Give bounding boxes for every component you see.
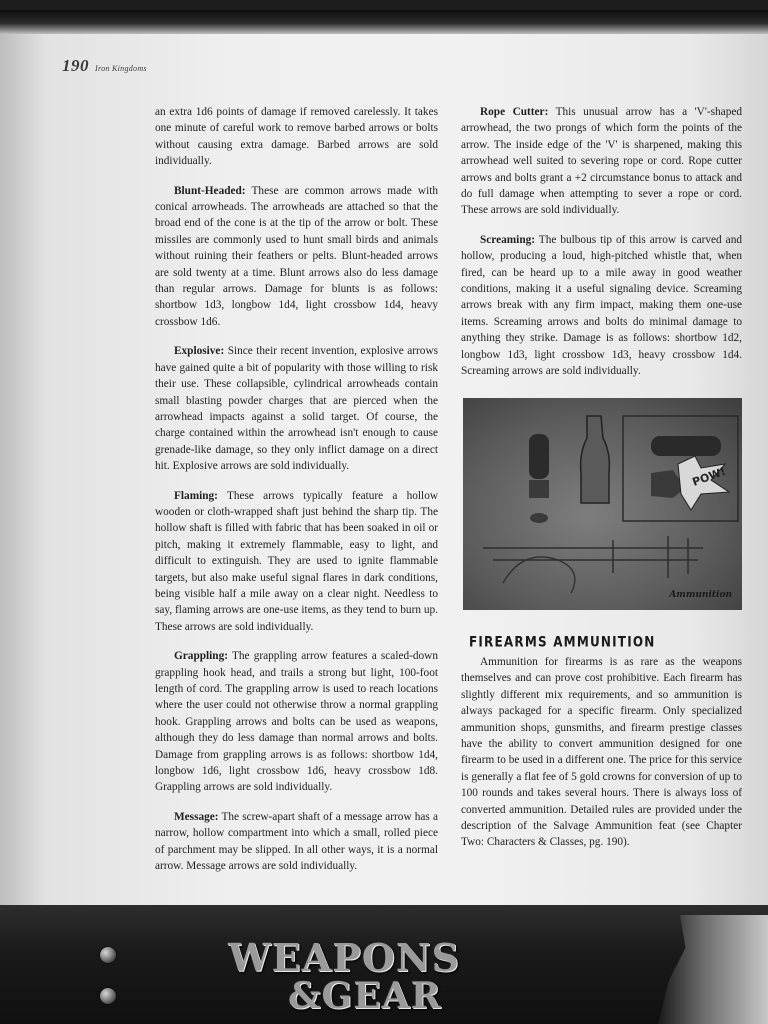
right-column xyxy=(461,104,742,864)
entry-explosive: Explosive: Since their recent invention, explosive arrows have gained quite a bit of popularity with those willing to risk their use. These collapsible, cylindrical arrowheads contain small blasting powder charges that are pierced when the arrowhead impacts against a solid target. Of course, the charge contained within the arrowhead isn't enough to cause grenade-like damage, so they only inflict damage on a direct hit. Explosive arrows are sold individually. xyxy=(155,345,438,473)
entry-grappling: Grappling: The grappling arrow features a scaled-down grappling hook head, and trails a strong but light, 100-foot length of cord. The grappling arrow is used to reach locations where the user could not otherwise throw a normal grappling hook. Grappling arrows and bolts can be used as weapons, although they do less damage than normal arrows and bolts. Damage from grappling arrows is as follows: shortbow 1d4, longbow 1d6, light crossbow 1d6, heavy crossbow 1d8. Grappling arrows are sold individually. xyxy=(155,650,438,794)
paragraph: an extra 1d6 points of damage if removed carelessly. It takes one minute of careful work to remove barbed arrows or bolts without causing extra damage. Barbed arrows are sold individually. xyxy=(155,106,438,168)
logo-gear: &GEAR xyxy=(288,975,442,1017)
entry-name: Grappling: xyxy=(174,650,228,663)
round-bullet-icon xyxy=(651,436,721,456)
cartridge-base-icon xyxy=(530,513,548,523)
powder-flask-icon xyxy=(581,416,610,503)
logo-weapons: WEAPONS xyxy=(228,935,460,980)
entry-blunt-headed: Blunt-Headed: These are common arrows made with conical arrowheads. The arrowheads are attached so that the broad end of the cone is at the tip of the arrow or bolt. These missiles are commonly used to hunt small birds and animals without ruining their feathers or pelts. Blunt-headed arrows are sold twenty at a time. Blunt arrows also do less damage than regular arrows. Damage for blunts is as follows: shortbow 1d3, longbow 1d4, light crossbow 1d4, heavy crossbow 1d6. xyxy=(155,184,438,328)
illustration-caption: Ammunition xyxy=(669,590,732,601)
rivet-icon xyxy=(100,988,116,1004)
entry-name: Screaming: xyxy=(480,233,536,246)
entry-name: Flaming: xyxy=(174,489,218,502)
book-title: Iron Kingdoms xyxy=(95,64,147,73)
entry-name: Blunt-Headed: xyxy=(174,184,246,197)
burst-text: POW! xyxy=(690,464,728,489)
torn-edge xyxy=(658,915,768,1024)
firearms-ammunition-heading: FIREARMS AMMUNITION xyxy=(469,633,656,650)
entry-flaming: Flaming: These arrows typically feature a hollow wooden or cloth-wrapped shaft just behind the sharp tip. The hollow shaft is filled with fabric that has been soaked in oil or pitch, making it extremely flammable, easy to light, and difficult to extinguish. They are used to ignite flammable targets, but also make useful signal flares in dark conditions, being visible half a mile away on a clear night. Needless to say, flaming arrows are one-use items, as they tend to burn up. These arrows are sold individually. xyxy=(155,489,438,633)
bullet-icon xyxy=(529,434,549,479)
entry-name: Explosive: xyxy=(174,345,225,358)
entry-rope-cutter: Rope Cutter: This unusual arrow has a 'V'-shaped arrowhead, the two prongs of which form the points of the arrow. The inside edge of the 'V' is sharpened, making this arrowhead well suited to severing rope or cord. Rope cutter arrows and bolts grant a +2 circumstance bonus to attack and do full damage when attempting to sever a rope or cord. These arrows are sold individually. xyxy=(461,106,743,217)
gun-schematic-lines xyxy=(483,536,703,578)
ammunition-drawing xyxy=(463,398,742,610)
book-page xyxy=(0,10,768,915)
entry-screaming: Screaming: The bulbous tip of this arrow is carved and hollow, producing a loud, high-pitched whistle that, when fired, can be heard up to a mile away in good weather conditions, making it a useful signaling device. Screaming arrows break with any firm impact, making them one-use items. Screaming arrows and bolts do minimal damage to anything they strike. Damage is as follows: shortbow 1d2, longbow 1d3, light crossbow 1d3, heavy crossbow 1d4. Screaming arrows are sold individually. xyxy=(461,233,742,378)
page-top-edge xyxy=(0,10,768,34)
cartridge-icon xyxy=(529,480,549,498)
page-header xyxy=(62,56,147,76)
entry-name: Rope Cutter: xyxy=(480,106,549,118)
entry-name: Message: xyxy=(174,810,219,823)
entry-message: Message: The screw-apart shaft of a message arrow has a narrow, hollow compartment into which a small, rolled piece of parchment may be slipped. In all other ways, it is a normal arrow. Message arrows are sold individually. xyxy=(155,810,438,873)
rivet-icon xyxy=(100,947,116,963)
ammunition-illustration xyxy=(463,398,742,610)
firearms-ammunition-text: Ammunition for firearms is as rare as the weapons themselves and can prove cost prohibitive. Each firearm has slightly different mix requirements, and so ammunition is always packaged for a specific firearm. Only specialized ammunition shops, gunsmiths, and firearm prestige classes have the ability to convert ammunition designed for one firearm to be used in a different one. The price for this service is generally a flat fee of 5 gold crowns for conversion of up to 100 rounds and takes several hours. There is always loss of converted ammunition. Detailed rules are provided under the description of the Salvage Ammunition feat (see Chapter Two: Characters & Classes, pg. 190). xyxy=(461,655,742,849)
left-column xyxy=(155,104,438,887)
gun-hand-sketch xyxy=(503,556,575,592)
page-number: 190 xyxy=(62,56,89,75)
